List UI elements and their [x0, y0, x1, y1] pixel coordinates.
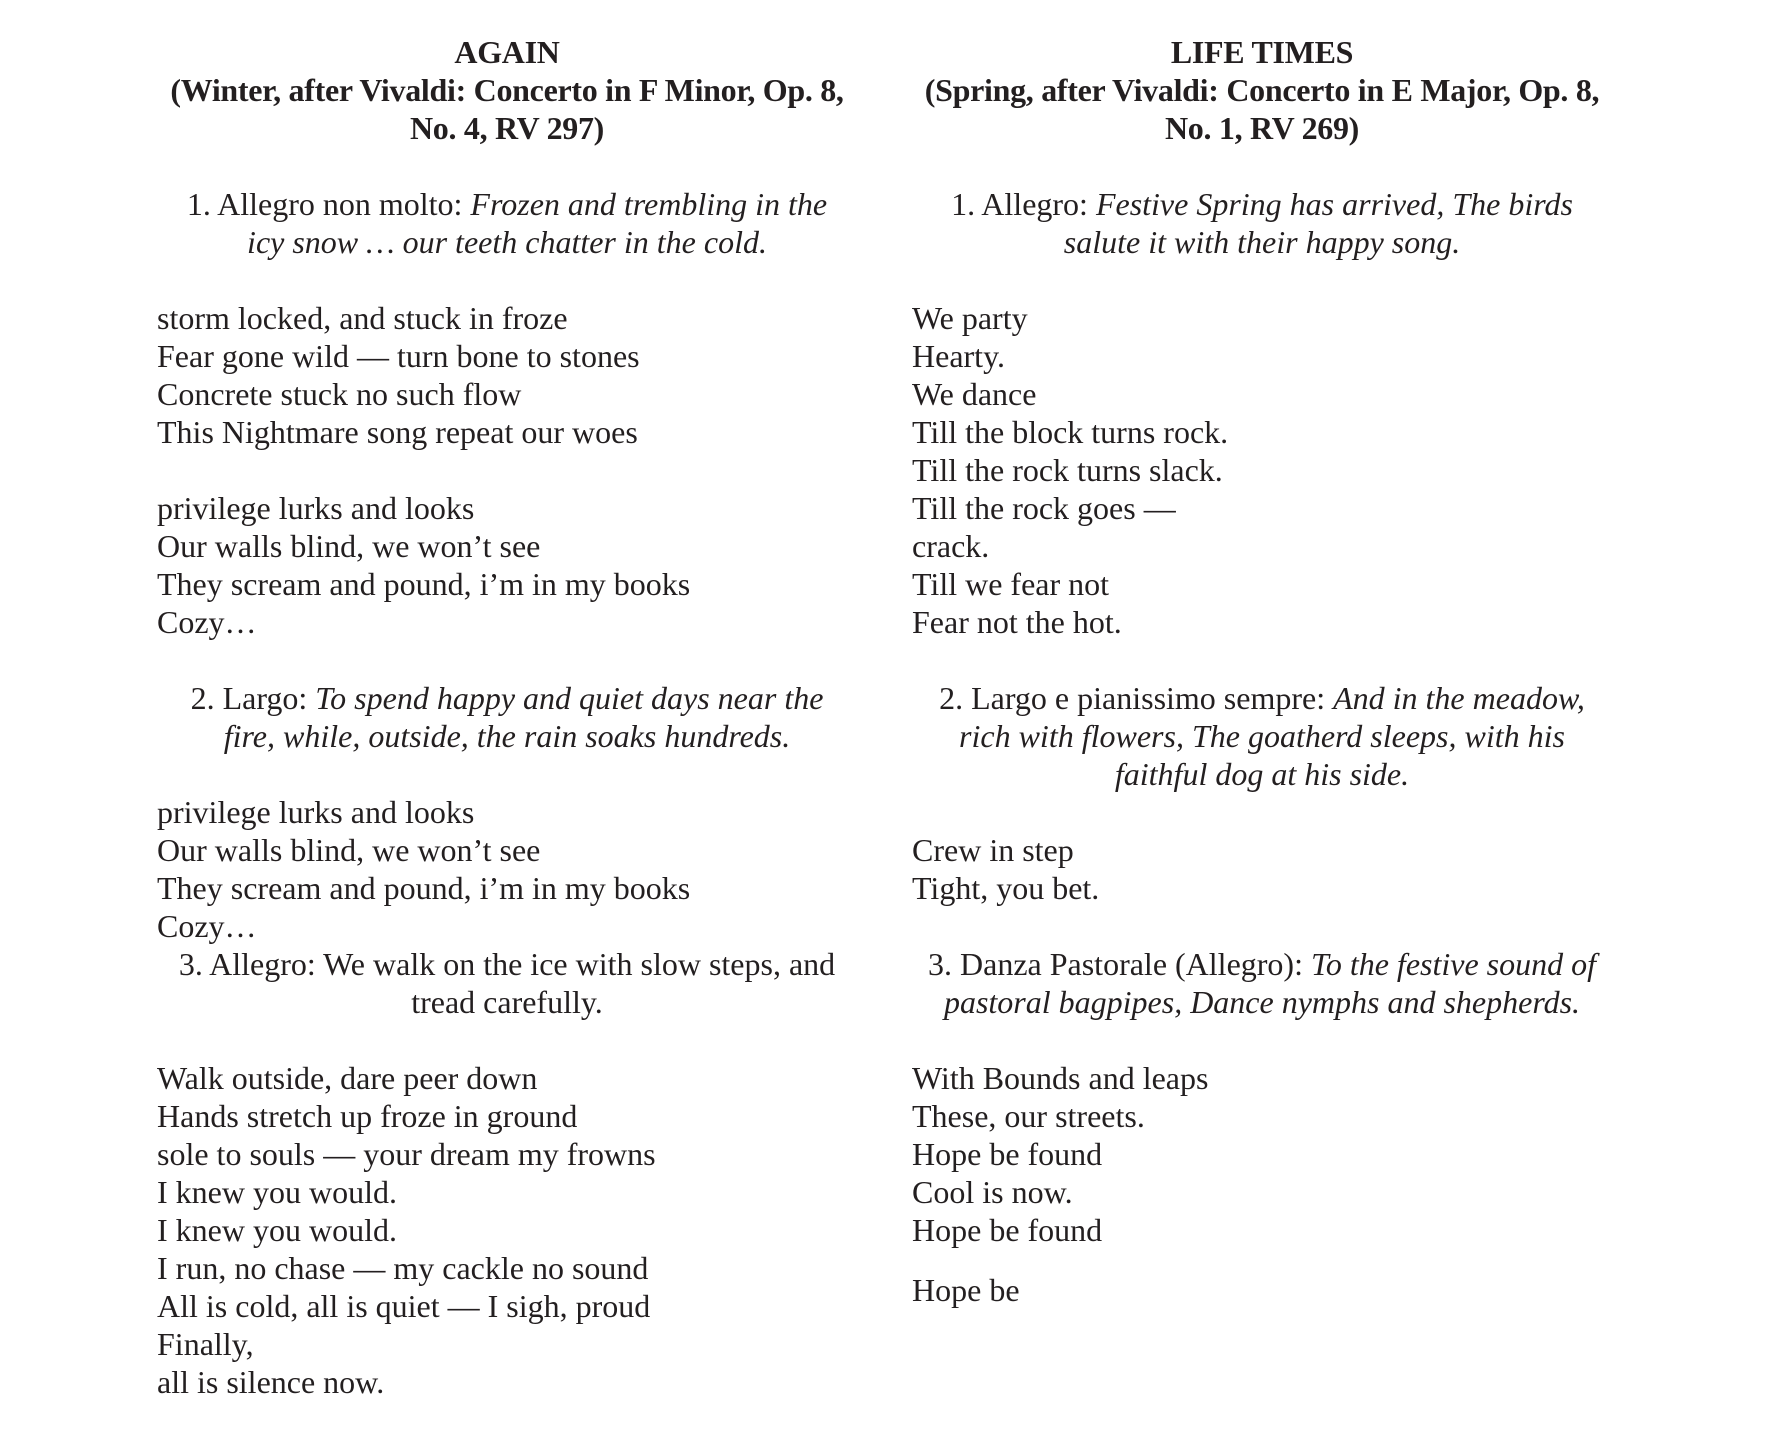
movement-heading: 2. Largo e pianissimo sempre: And in the meadow, rich with flowers, The goatherd sleeps, with his faithful dog at his side. [939, 680, 1585, 792]
verse-line: privilege lurks and looks [157, 794, 475, 830]
verse-line: We party [912, 300, 1028, 336]
stanza [912, 1059, 1612, 1249]
movement-heading: 2. Largo: To spend happy and quiet days near the fire, while, outside, the rain soaks hundreds. [190, 680, 824, 754]
poem-title: LIFE TIMES [1170, 34, 1354, 70]
verse-line: Hands stretch up froze in ground [157, 1098, 578, 1134]
verse-line: I run, no chase — my cackle no sound [157, 1250, 649, 1286]
verse-line: This Nightmare song repeat our woes [157, 414, 638, 450]
poem-title: AGAIN [454, 34, 560, 70]
verse-line: Fear gone wild — turn bone to stones [157, 338, 640, 374]
verse-line: storm locked, and stuck in froze [157, 300, 568, 336]
verse-line: privilege lurks and looks [157, 490, 475, 526]
verse-line: Till the block turns rock. [912, 414, 1229, 450]
verse-line: These, our streets. [912, 1098, 1145, 1134]
verse-line: Tight, you bet. [912, 870, 1100, 906]
movement-heading: 1. Allegro non molto: Frozen and trembling in the icy snow … our teeth chatter in the cold. [186, 186, 828, 260]
verse-line: We dance [912, 376, 1037, 412]
verse-line: Our walls blind, we won’t see [157, 832, 541, 868]
verse-line: sole to souls — your dream my frowns [157, 1136, 656, 1172]
verse-line: They scream and pound, i’m in my books [157, 566, 691, 602]
verse-line: Hope be found [912, 1212, 1103, 1248]
verse-line: I knew you would. [157, 1212, 397, 1248]
verse-line: Till the rock turns slack. [912, 452, 1223, 488]
verse-line: They scream and pound, i’m in my books [157, 870, 691, 906]
stanza [157, 489, 857, 641]
poem-life-times [912, 33, 1612, 1309]
stanza [912, 299, 1612, 641]
stanza [912, 1271, 1612, 1309]
verse-line: All is cold, all is quiet — I sigh, proud [157, 1288, 651, 1324]
verse-line: crack. [912, 528, 990, 564]
movement-heading: 3. Allegro: We walk on the ice with slow steps, and tread carefully. [178, 946, 836, 1020]
verse-line: Crew in step [912, 832, 1074, 868]
verse-line: Fear not the hot. [912, 604, 1122, 640]
poem-subtitle: (Spring, after Vivaldi: Concerto in E Major, Op. 8, No. 1, RV 269) [924, 72, 1600, 146]
stanza [157, 793, 857, 945]
verse-line: Concrete stuck no such flow [157, 376, 522, 412]
stanza [157, 1059, 857, 1401]
verse-line: Till the rock goes — [912, 490, 1176, 526]
verse-line: Finally, [157, 1326, 254, 1362]
poem-again [157, 33, 857, 1401]
verse-line: Hope be found [912, 1136, 1103, 1172]
verse-line: With Bounds and leaps [912, 1060, 1209, 1096]
verse-line: I knew you would. [157, 1174, 397, 1210]
verse-line: all is silence now. [157, 1364, 385, 1400]
verse-line: Hope be [912, 1272, 1020, 1308]
verse-line: Hearty. [912, 338, 1005, 374]
verse-line: Cool is now. [912, 1174, 1073, 1210]
verse-line: Cozy… [157, 604, 257, 640]
verse-line: Our walls blind, we won’t see [157, 528, 541, 564]
movement-heading: 1. Allegro: Festive Spring has arrived, The birds salute it with their happy song. [951, 186, 1573, 260]
verse-line: Cozy… [157, 908, 257, 944]
stanza [157, 299, 857, 451]
poem-subtitle: (Winter, after Vivaldi: Concerto in F Minor, Op. 8, No. 4, RV 297) [170, 72, 844, 146]
verse-line: Till we fear not [912, 566, 1110, 602]
verse-line: Walk outside, dare peer down [157, 1060, 538, 1096]
movement-heading: 3. Danza Pastorale (Allegro): To the festive sound of pastoral bagpipes, Dance nymphs and shepherds. [928, 946, 1596, 1020]
stanza [912, 831, 1612, 907]
